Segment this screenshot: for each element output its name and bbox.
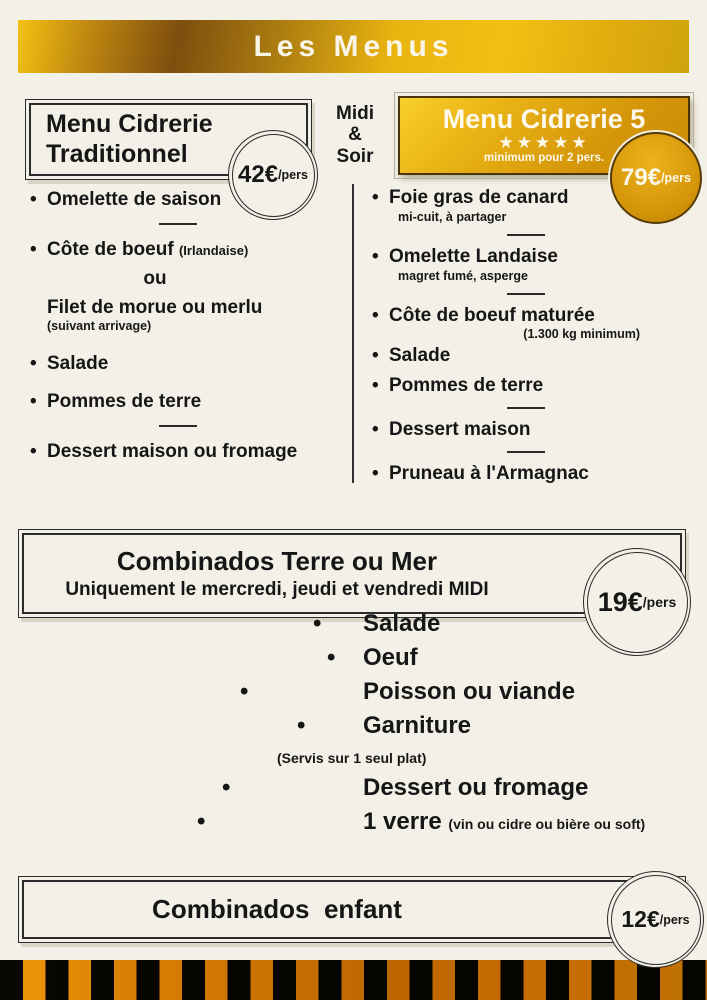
price-badge-traditionnel xyxy=(228,130,318,220)
page-title: Les Menus xyxy=(253,29,454,63)
menu-item xyxy=(372,462,696,486)
menu-item-label: Côte de boeuf maturée xyxy=(389,304,595,326)
bullet-icon: • xyxy=(372,304,379,326)
menu-traditionnel-title-line2: Traditionnel xyxy=(46,139,188,168)
menu-item xyxy=(30,390,342,414)
bullet-icon: • xyxy=(313,610,322,637)
menu-item xyxy=(30,296,342,320)
menu-item-label: Foie gras de canard xyxy=(389,187,569,208)
divider xyxy=(507,407,545,409)
serving-note: (Servis sur 1 seul plat) xyxy=(277,750,427,766)
bullet-icon: • xyxy=(30,440,37,462)
price-unit: /pers xyxy=(642,594,677,610)
menu-item-note: magret fumé, asperge xyxy=(398,268,528,283)
menu-item-label: Omelette de saison xyxy=(47,189,222,210)
bullet-icon: • xyxy=(297,712,306,739)
menu-cidrerie5-items xyxy=(372,186,696,485)
menu-item-label: Poisson ou viande xyxy=(363,678,576,705)
bullet-icon: • xyxy=(240,678,249,705)
bullet-icon: • xyxy=(30,238,37,260)
bullet-icon: • xyxy=(222,774,231,801)
menu-item-label: Dessert maison ou fromage xyxy=(47,440,298,462)
menu-item xyxy=(150,774,650,808)
menu-item-label: Salade xyxy=(389,345,451,367)
price-badge-cidrerie5 xyxy=(610,132,702,224)
menu-traditionnel-title-line1: Menu Cidrerie xyxy=(46,110,213,138)
menu-item-label: Côte de boeuf xyxy=(47,238,174,260)
menu-item-note: (suivant arrivage) xyxy=(47,319,152,334)
bullet-icon: • xyxy=(372,462,379,484)
price-unit: /pers xyxy=(278,168,308,182)
bullet-icon: • xyxy=(372,187,379,208)
menu-item-note: (1.300 kg minimum) xyxy=(523,327,640,342)
striped-footer xyxy=(0,960,707,1000)
combinados-subtitle-text: Uniquement le mercredi, jeudi et vendredi xyxy=(65,579,449,600)
menu-item xyxy=(372,374,696,398)
price-value: 12€ xyxy=(621,906,660,932)
divider xyxy=(159,425,197,427)
price-badge-enfant xyxy=(607,871,704,968)
menu-item xyxy=(150,610,650,644)
bullet-icon: • xyxy=(327,644,336,671)
menu-item xyxy=(150,808,650,842)
price-value: 79€ xyxy=(621,164,662,191)
divider xyxy=(507,451,545,453)
combinados-items xyxy=(150,610,650,842)
bullet-icon: • xyxy=(372,345,379,367)
combinados-enfant-header xyxy=(19,894,685,925)
combinados-subtitle xyxy=(19,579,535,601)
menu-item-label: Omelette Landaise xyxy=(389,245,558,267)
menu-item-label: Dessert ou fromage xyxy=(363,774,589,801)
bullet-icon: • xyxy=(30,391,37,412)
title-banner xyxy=(18,20,689,73)
menu-traditionnel-title xyxy=(26,110,213,169)
five-stars-icon: ★★★★★ xyxy=(498,132,590,152)
menu-item-label: Pruneau à l'Armagnac xyxy=(389,462,589,484)
menu-item-label: 1 verre xyxy=(363,808,449,835)
menu-item xyxy=(30,238,342,262)
menu-item-label: Salade xyxy=(363,610,441,637)
menu-item xyxy=(372,418,696,442)
minimum-note: minimum pour 2 pers. xyxy=(483,152,605,165)
combinados-enfant-box xyxy=(18,876,686,943)
bullet-icon: • xyxy=(30,189,37,210)
menu-item-note: (vin ou cidre ou bière ou soft) xyxy=(448,816,646,832)
menu-item xyxy=(150,644,650,678)
combinados-title: Combinados Terre ou Mer xyxy=(116,546,438,576)
ampersand: & xyxy=(348,124,362,146)
menu-item-label: Oeuf xyxy=(363,644,418,671)
menu-item-note: (Irlandaise) xyxy=(178,242,249,258)
price-unit: /pers xyxy=(661,171,691,185)
menu-cidrerie5-title: Menu Cidrerie 5 xyxy=(442,103,646,134)
menu-item xyxy=(372,344,696,368)
menu-item-label: Dessert maison xyxy=(389,418,531,440)
menu-item-label: Garniture xyxy=(363,712,472,739)
combinados-subtitle-midi: MIDI xyxy=(448,579,489,600)
bullet-icon: • xyxy=(372,418,379,440)
divider xyxy=(159,223,197,225)
midi-soir-label xyxy=(325,103,385,167)
menu-item-label: Salade xyxy=(47,353,109,375)
bullet-icon: • xyxy=(372,375,379,396)
menu-item xyxy=(30,440,342,464)
price-value: 42€ xyxy=(238,161,279,188)
bullet-icon: • xyxy=(197,808,206,835)
column-divider xyxy=(352,184,354,483)
bullet-icon: • xyxy=(372,245,379,267)
menu-item-label: Filet de morue ou merlu xyxy=(47,296,263,318)
price-value: 19€ xyxy=(597,586,643,617)
menu-item xyxy=(372,245,696,269)
menu-item xyxy=(30,352,342,376)
divider xyxy=(507,234,545,236)
menu-item-label: Pommes de terre xyxy=(47,391,202,412)
midi-label: Midi xyxy=(336,103,374,124)
menu-item-label: Pommes de terre xyxy=(389,375,544,396)
combinados-enfant-title: Combinados enfant xyxy=(152,894,402,924)
menu-traditionnel-items xyxy=(30,188,342,464)
menu-item xyxy=(150,712,650,746)
menu-item-note: mi-cuit, à partager xyxy=(398,209,507,224)
divider xyxy=(507,293,545,295)
bullet-icon: • xyxy=(30,353,37,375)
price-unit: /pers xyxy=(659,912,690,927)
or-label: ou xyxy=(143,267,167,289)
soir-label: Soir xyxy=(336,145,374,167)
menu-item xyxy=(150,678,650,712)
price-badge-combinados xyxy=(583,548,691,656)
menu-item xyxy=(372,304,696,328)
